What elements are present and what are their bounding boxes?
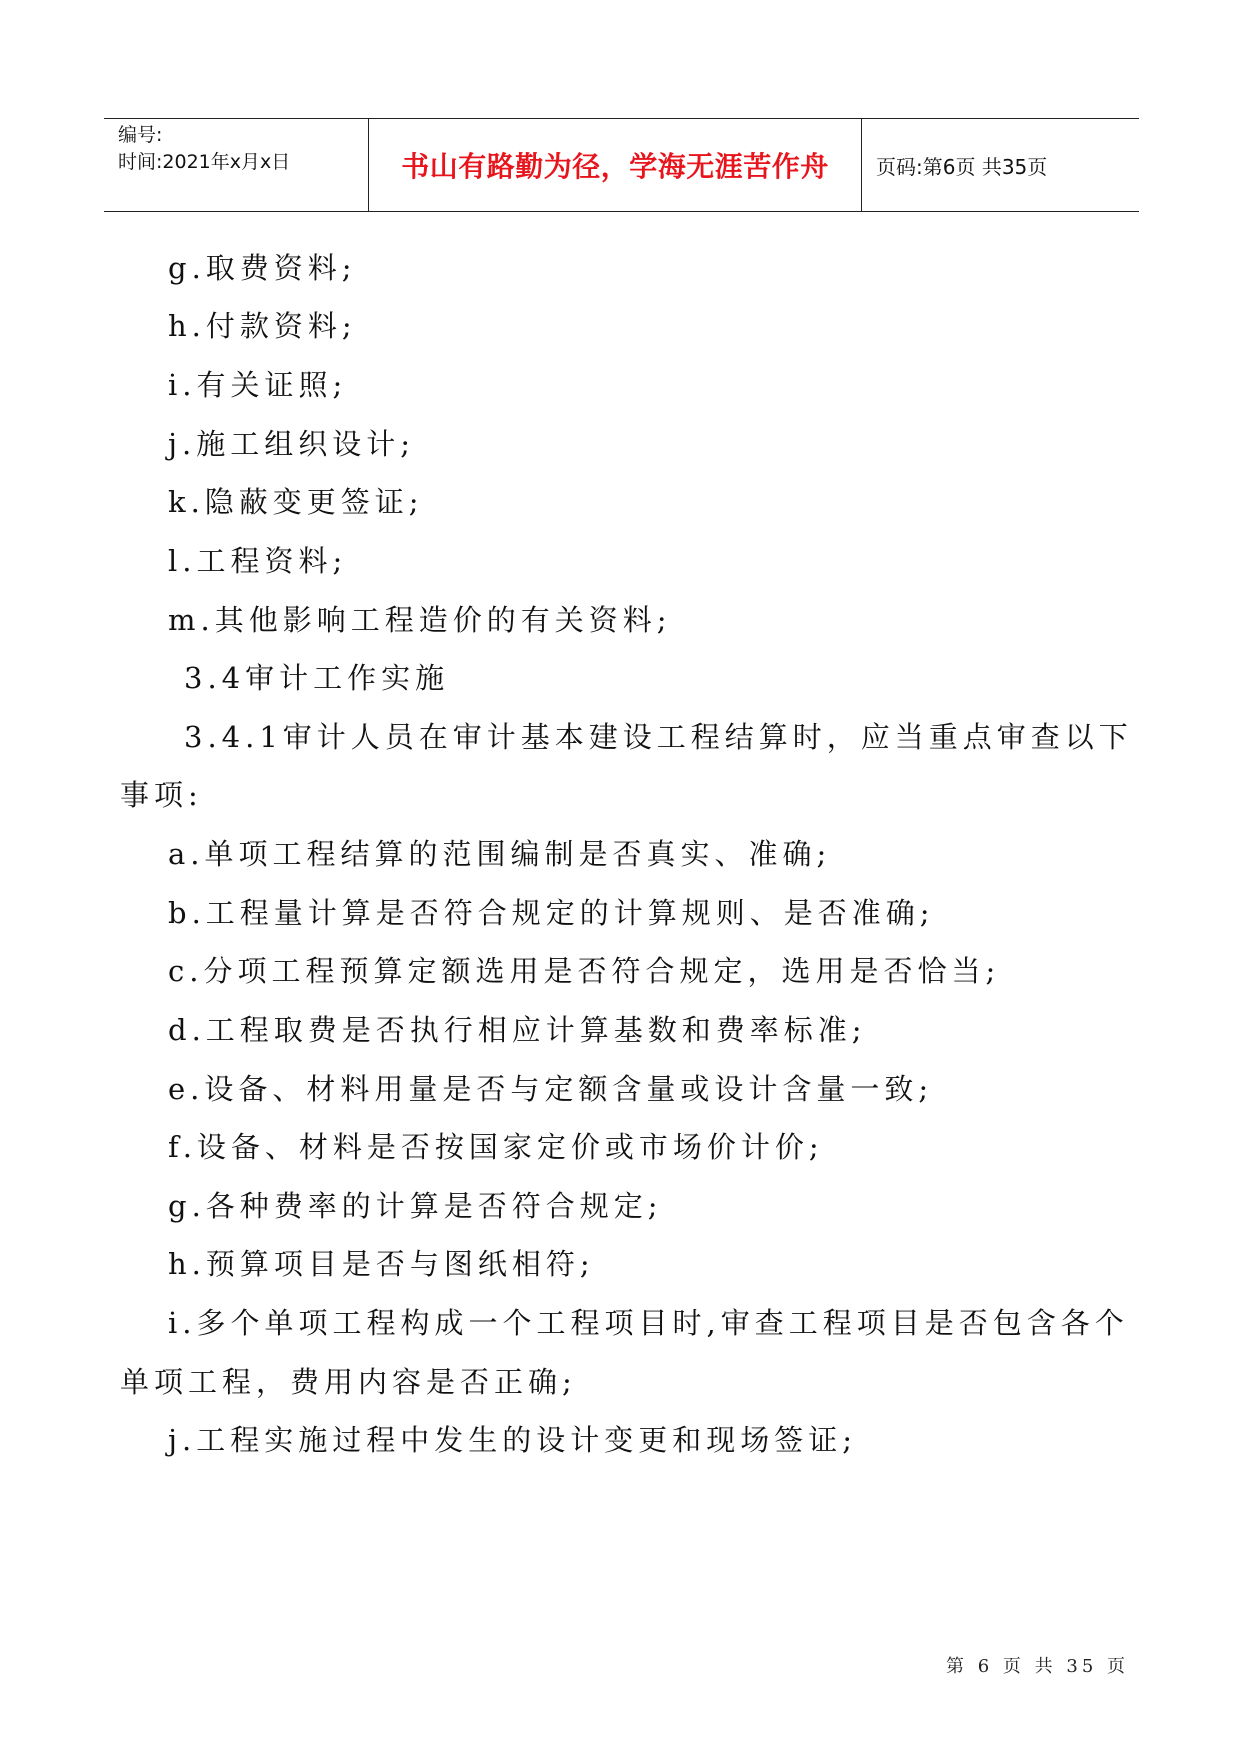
page-header xyxy=(104,118,1139,212)
list-item: m.其他影响工程造价的有关资料; xyxy=(168,603,672,637)
list-item: d.工程取费是否执行相应计算基数和费率标准; xyxy=(168,1013,867,1047)
paragraph-line: 3.4.1审计人员在审计基本建设工程结算时，应当重点审查以下 xyxy=(184,720,1133,754)
time-label: 时间:2021年x月x日 xyxy=(118,151,291,173)
list-item: l.工程资料; xyxy=(168,544,348,578)
list-item: c.分项工程预算定额选用是否符合规定，选用是否恰当; xyxy=(168,954,1001,988)
list-item: i.多个单项工程构成一个工程项目时,审查工程项目是否包含各个 xyxy=(168,1306,1129,1340)
list-item: j.工程实施过程中发生的设计变更和现场签证; xyxy=(168,1423,857,1457)
number-label: 编号: xyxy=(118,124,163,146)
list-item-continuation: 单项工程，费用内容是否正确; xyxy=(120,1365,577,1399)
section-heading: 3.4审计工作实施 xyxy=(184,661,450,695)
motto: 书山有路勤为径，学海无涯苦作舟 xyxy=(401,150,829,183)
list-item: f.设备、材料是否按国家定价或市场价计价; xyxy=(168,1130,824,1164)
paragraph-line: 事项: xyxy=(120,778,203,812)
header-page-cell xyxy=(862,119,1139,211)
list-item: j.施工组织设计; xyxy=(168,427,415,461)
list-item: i.有关证照; xyxy=(168,368,348,402)
list-item: a.单项工程结算的范围编制是否真实、准确; xyxy=(168,837,832,871)
page-footer: 第 6 页 共 35 页 xyxy=(946,1656,1129,1677)
page-code: 页码:第6页 共35页 xyxy=(876,154,1048,179)
header-meta xyxy=(104,119,369,211)
header-motto-cell xyxy=(369,119,862,211)
list-item: g.各种费率的计算是否符合规定; xyxy=(168,1189,663,1223)
list-item: e.设备、材料用量是否与定额含量或设计含量一致; xyxy=(168,1072,934,1106)
list-item: h.付款资料; xyxy=(168,309,357,343)
list-item: g.取费资料; xyxy=(168,251,357,285)
list-item: k.隐蔽变更签证; xyxy=(168,485,424,519)
list-item: b.工程量计算是否符合规定的计算规则、是否准确; xyxy=(168,896,935,930)
list-item: h.预算项目是否与图纸相符; xyxy=(168,1247,595,1281)
